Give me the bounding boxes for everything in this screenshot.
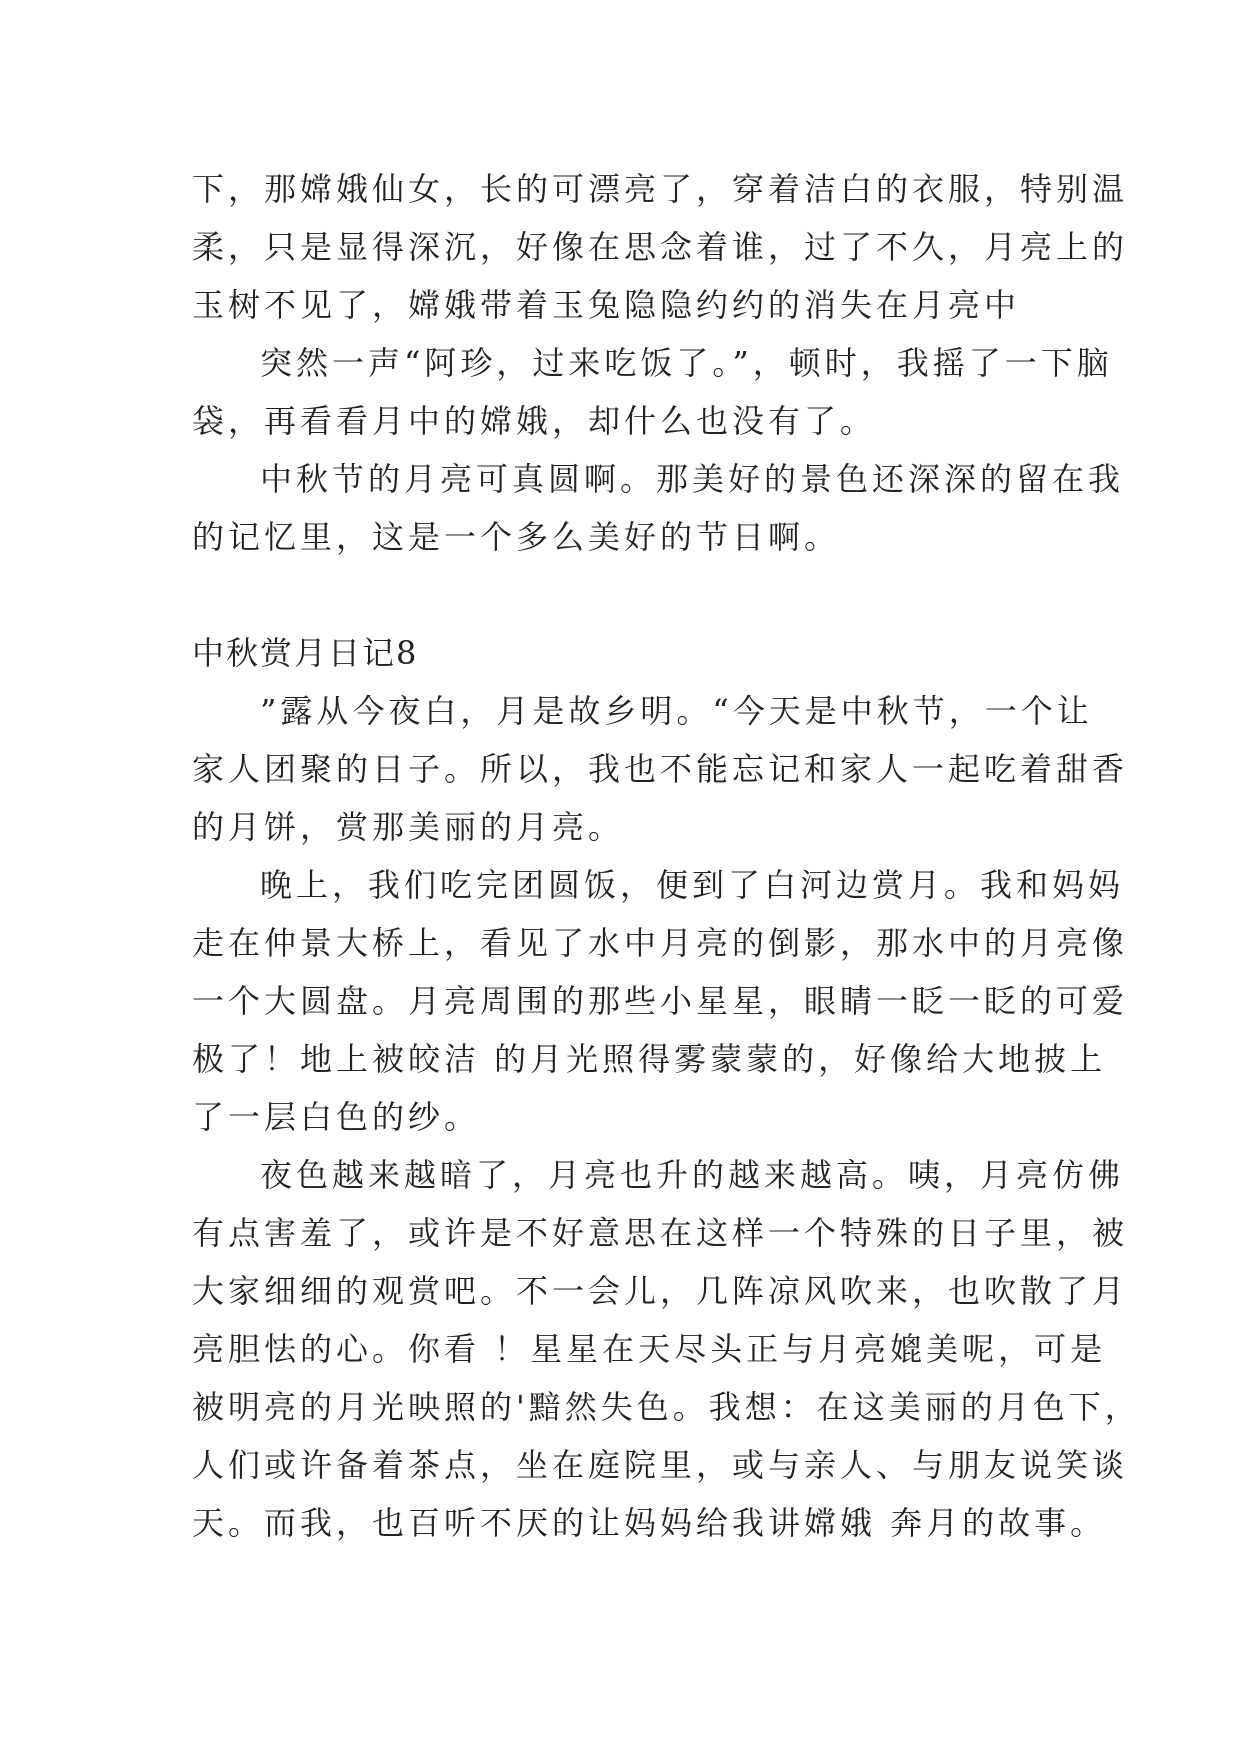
text-line: 家人团聚的日子。所以，我也不能忘记和家人一起吃着甜香 bbox=[192, 750, 1129, 788]
text-line: 了一层白色的纱。 bbox=[192, 1098, 481, 1136]
paragraph bbox=[192, 1146, 1141, 1552]
text-line: 被明亮的月光映照的'黯然失色。我想：在这美丽的月色下， bbox=[192, 1388, 1141, 1426]
text-line: 晚上，我们吃完团圆饭，便到了白河边赏月。我和妈妈 bbox=[260, 866, 1125, 904]
text-line: 下，那嫦娥仙女，长的可漂亮了，穿着洁白的衣服，特别温 bbox=[192, 170, 1129, 208]
text-line: 人们或许备着茶点，坐在庭院里，或与亲人、与朋友说笑谈 bbox=[192, 1446, 1129, 1484]
section-heading: 中秋赏月日记8 bbox=[192, 634, 419, 672]
text-line: 有点害羞了，或许是不好意思在这样一个特殊的日子里，被 bbox=[192, 1214, 1129, 1252]
intro-section bbox=[192, 160, 1129, 566]
text-line: 突然一声“阿珍，过来吃饭了。”，顿时，我摇了一下脑 bbox=[260, 344, 1113, 382]
text-line: 大家细细的观赏吧。不一会儿，几阵凉风吹来，也吹散了月 bbox=[192, 1272, 1129, 1310]
text-line: 袋，再看看月中的嫦娥，却什么也没有了。 bbox=[192, 402, 877, 440]
text-line: 中秋节的月亮可真圆啊。那美好的景色还深深的留在我 bbox=[260, 460, 1125, 498]
paragraph bbox=[192, 856, 1129, 1146]
text-line: 一个大圆盘。月亮周围的那些小星星，眼睛一眨一眨的可爱 bbox=[192, 982, 1129, 1020]
text-line: 极了！地上被皎洁 的月光照得雾蒙蒙的，好像给大地披上 bbox=[192, 1040, 1107, 1078]
document-page bbox=[192, 160, 1141, 1552]
text-line: 的记忆里，这是一个多么美好的节日啊。 bbox=[192, 518, 841, 556]
text-line: 柔，只是显得深沉，好像在思念着谁，过了不久，月亮上的 bbox=[192, 228, 1129, 266]
text-line: 天。而我，也百听不厌的让妈妈给我讲嫦娥 奔月的故事。 bbox=[192, 1504, 1107, 1542]
main-section bbox=[192, 682, 1141, 1552]
text-line: ”露从今夜白，月是故乡明。“今天是中秋节，一个让 bbox=[260, 692, 1093, 730]
paragraph bbox=[192, 682, 1129, 856]
text-line: 玉树不见了，嫦娥带着玉兔隐隐约约的消失在月亮中 bbox=[192, 286, 1021, 324]
text-line: 亮胆怯的心。你看 ！星星在天尽头正与月亮媲美呢，可是 bbox=[192, 1330, 1107, 1368]
text-line: 的月饼，赏那美丽的月亮。 bbox=[192, 808, 625, 846]
text-line: 夜色越来越暗了，月亮也升的越来越高。咦，月亮仿佛 bbox=[260, 1156, 1125, 1194]
paragraph bbox=[192, 450, 1125, 566]
text-line: 走在仲景大桥上，看见了水中月亮的倒影，那水中的月亮像 bbox=[192, 924, 1129, 962]
paragraph bbox=[192, 160, 1129, 334]
paragraph bbox=[192, 334, 1113, 450]
